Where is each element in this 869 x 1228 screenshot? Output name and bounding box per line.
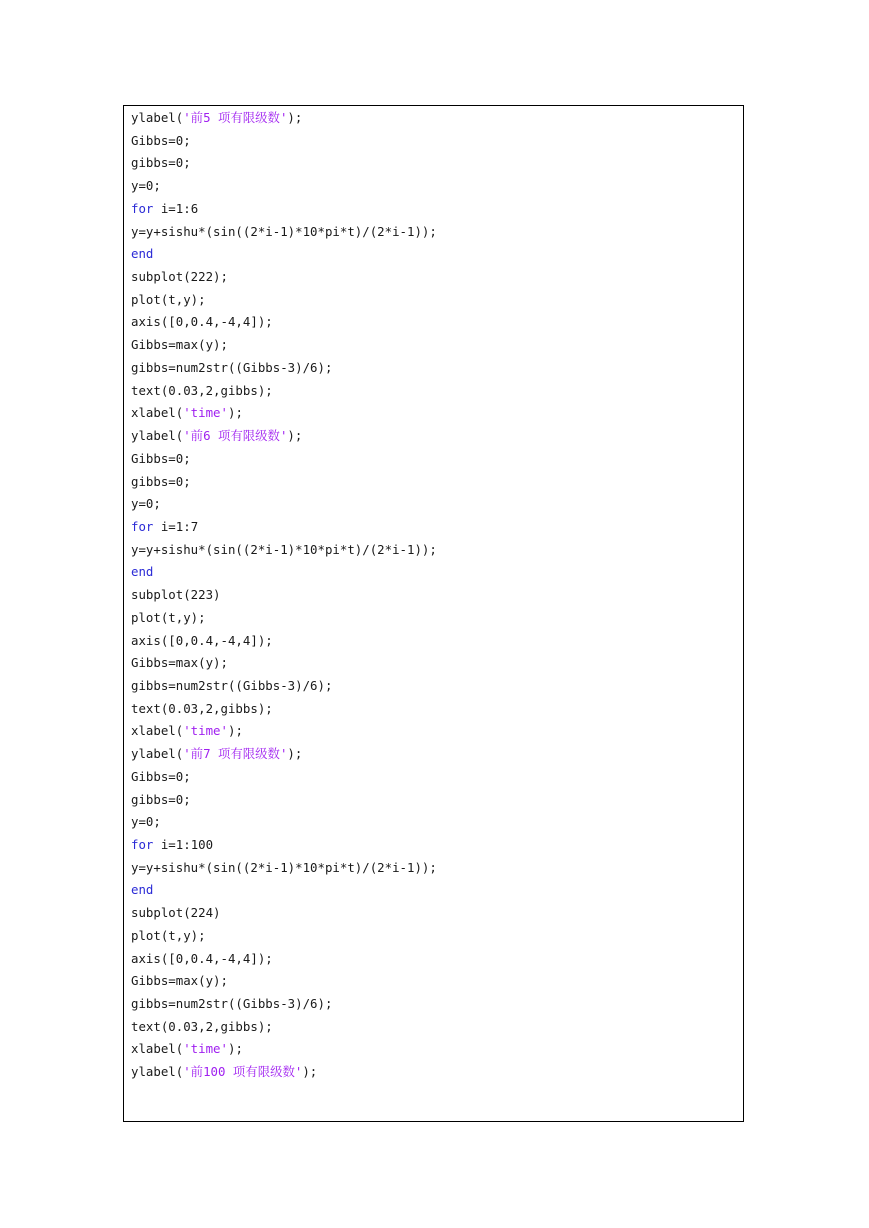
code-text: y=y+sishu*(sin((2*i-1)*10*pi*t)/(2*i-1)); [131,541,437,557]
code-text: ); [227,723,243,739]
code-text: gibbs=0; [131,791,191,807]
code-text: gibbs=num2str((Gibbs-3)/6); [131,677,333,693]
code-string: '前100 项有限级数' [183,1064,303,1080]
code-line [131,425,437,448]
code-text: axis([0,0.4,-4,4]); [131,632,273,648]
code-line [131,811,437,834]
code-line [131,698,437,721]
code-text: gibbs=num2str((Gibbs-3)/6); [131,359,333,375]
code-line [131,720,437,743]
code-line [131,357,437,380]
code-line [131,561,437,584]
code-line [131,630,437,653]
code-text: i=1:7 [153,518,199,534]
code-line [131,607,437,630]
code-line [131,107,437,130]
code-line [131,402,437,425]
code-text: ); [287,746,303,762]
code-text: xlabel( [131,723,184,739]
code-text: subplot(222); [131,269,228,285]
code-line [131,925,437,948]
code-text: y=y+sishu*(sin((2*i-1)*10*pi*t)/(2*i-1)); [131,859,437,875]
code-line [131,652,437,675]
code-line [131,1016,437,1039]
code-text: Gibbs=max(y); [131,337,228,353]
code-line [131,948,437,971]
code-keyword: for [131,518,154,534]
code-line [131,471,437,494]
code-line [131,993,437,1016]
code-string: 'time' [183,723,228,739]
code-line [131,175,437,198]
code-line [131,266,437,289]
code-text: gibbs=0; [131,473,191,489]
code-text: plot(t,y); [131,609,206,625]
code-line [131,766,437,789]
code-text: ); [227,1041,243,1057]
code-text: xlabel( [131,1041,184,1057]
code-line [131,448,437,471]
code-text: Gibbs=0; [131,450,191,466]
code-line [131,970,437,993]
code-keyword: end [131,246,154,262]
code-text: Gibbs=max(y); [131,973,228,989]
code-line [131,152,437,175]
code-text: ); [287,428,303,444]
code-line [131,311,437,334]
code-line [131,539,437,562]
code-text: y=0; [131,814,161,830]
code-text: axis([0,0.4,-4,4]); [131,950,273,966]
code-line [131,493,437,516]
code-text: text(0.03,2,gibbs); [131,382,273,398]
code-text: plot(t,y); [131,291,206,307]
code-text: plot(t,y); [131,927,206,943]
code-text: ); [227,405,243,421]
code-line [131,857,437,880]
code-text: ylabel( [131,1064,184,1080]
code-text: ylabel( [131,746,184,762]
code-text: xlabel( [131,405,184,421]
code-text: Gibbs=max(y); [131,655,228,671]
code-text: i=1:6 [153,200,199,216]
code-text: gibbs=0; [131,155,191,171]
code-string: '前7 项有限级数' [183,746,288,762]
code-text: ); [302,1064,318,1080]
code-text: i=1:100 [153,837,214,852]
code-text: gibbs=num2str((Gibbs-3)/6); [131,996,333,1012]
code-line [131,675,437,698]
code-line [131,834,437,857]
code-string: 'time' [183,1041,228,1057]
code-line [131,221,437,244]
code-listing [131,107,437,1084]
code-text: text(0.03,2,gibbs); [131,700,273,716]
code-text: ylabel( [131,428,184,444]
code-line [131,789,437,812]
code-line [131,289,437,312]
code-text: y=0; [131,178,161,194]
code-line [131,334,437,357]
code-keyword: for [131,837,154,852]
code-line [131,243,437,266]
code-string: 'time' [183,405,228,421]
code-keyword: end [131,564,154,580]
code-text: ylabel( [131,110,184,125]
code-line [131,902,437,925]
code-keyword: for [131,200,154,216]
code-text: text(0.03,2,gibbs); [131,1018,273,1034]
code-line [131,1038,437,1061]
code-line [131,584,437,607]
code-text: Gibbs=0; [131,132,191,148]
code-keyword: end [131,882,154,898]
code-line [131,516,437,539]
code-line [131,879,437,902]
code-text: axis([0,0.4,-4,4]); [131,314,273,330]
code-text: subplot(224) [131,905,221,921]
code-text: ); [287,110,303,125]
code-line [131,743,437,766]
code-string: '前5 项有限级数' [183,110,288,125]
code-line [131,198,437,221]
code-line [131,380,437,403]
code-text: y=y+sishu*(sin((2*i-1)*10*pi*t)/(2*i-1)); [131,223,437,239]
code-line [131,1061,437,1084]
code-line [131,130,437,153]
code-text: Gibbs=0; [131,768,191,784]
code-string: '前6 项有限级数' [183,428,288,444]
code-text: subplot(223) [131,587,221,603]
code-text: y=0; [131,496,161,512]
